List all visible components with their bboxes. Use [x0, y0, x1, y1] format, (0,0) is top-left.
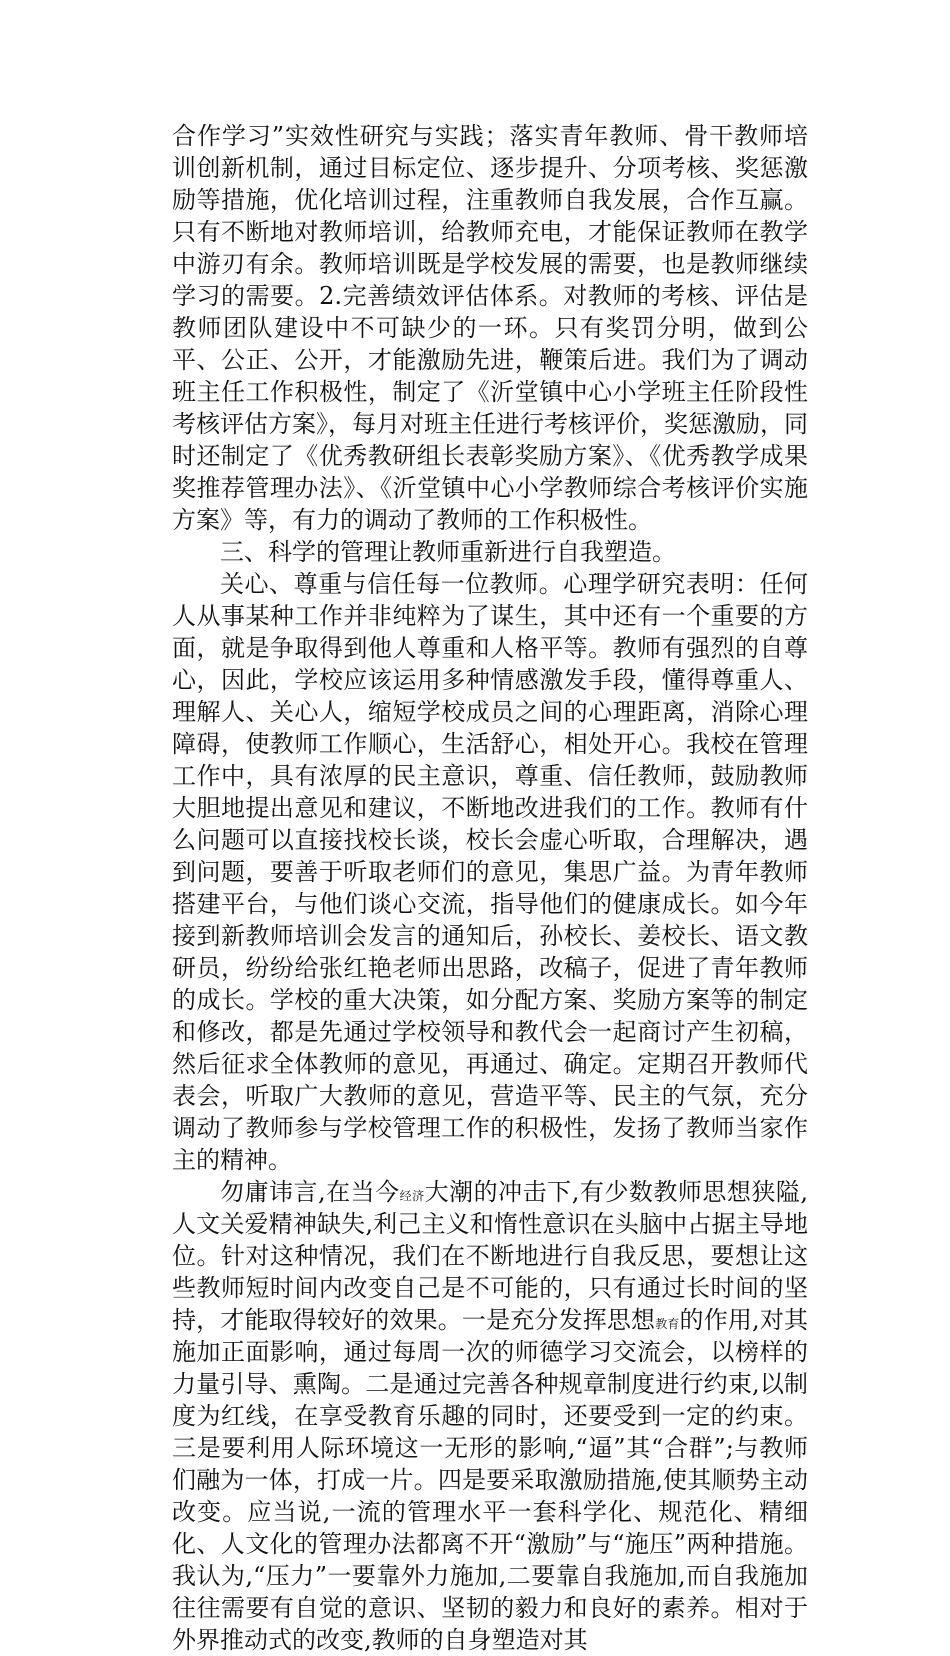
inline-small-text: 教育 — [655, 1317, 680, 1331]
section-heading-management: 三、科学的管理让教师重新进行自我塑造。 — [220, 538, 676, 566]
paragraph-respect-trust: 关心、尊重与信任每一位教师。心理学研究表明：任何人从事某种工作并非纯粹为了谋生，其中还有一个重要的方面，就是争取得到他人尊重和人格平等。教师有强烈的自尊心，因此，学校应该运用多种情感激发手段，懂得尊重人、理解人、关心人，缩短学校成员之间的心理距离，消除心理障碍，使教师工作顺心，生活舒心，相处开心。我校在管理工作中，具有浓厚的民主意识，尊重、信任教师，鼓励教师大胆地提出意见和建议，不断地改进我们的工作。教师有什么问题可以直接找校长谈，校长会虚心听取，合理解决，遇到问题，要善于听取老师们的意见，集思广益。为青年教师搭建平台，与他们谈心交流，指导他们的健康成长。如今年接到新教师培训会发言的通知后，孙校长、姜校长、语文教研员，纷纷给张红艳老师出思路，改稿子，促进了青年教师的成长。学校的重大决策，如分配方案、奖励方案等的制定和修改，都是先通过学校领导和教代会一起商讨产生初稿，然后征求全体教师的意见，再通过、确定。定期召开教师代表会，听取广大教师的意见，营造平等、民主的气氛，充分调动了教师参与学校管理工作的积极性，发扬了教师当家作主的精神。 — [172, 570, 808, 1174]
document-page — [172, 120, 808, 1656]
inline-small-text: 经济 — [399, 1189, 425, 1203]
text-segment: 勿庸讳言,在当今 — [220, 1178, 400, 1206]
text-segment: 的作用,对其施加正面影响，通过每周一次的师德学习交流会，以榜样的力量引导、熏陶。二是通过完善各种规章制度进行约束,以制度为红线，在享受教育乐趣的同时，还要受到一定的约束。三是要利用人际环境这一无形的影响,“逼”其“合群”;与教师们融为一体，打成一片。四是要采取激励措施,使其顺势主动改变。应当说,一流的管理水平一套科学化、规范化、精细化、人文化的管理办法都离不开“激励”与“施压”两种措施。我认为,“压力”一要靠外力施加,二要靠自我施加,而自我施加往往需要有自觉的意识、坚韧的毅力和良好的素养。相对于外界推动式的改变,教师的自身塑造对其 — [172, 1306, 808, 1654]
paragraph-training-evaluation: 合作学习”实效性研究与实践；落实青年教师、骨干教师培训创新机制，通过目标定位、逐步提升、分项考核、奖惩激励等措施，优化培训过程，注重教师自我发展，合作互赢。只有不断地对教师培训，给教师充电，才能保证教师在教学中游刃有余。教师培训既是学校发展的需要，也是教师继续学习的需要。2.完善绩效评估体系。对教师的考核、评估是教师团队建设中不可缺少的一环。只有奖罚分明，做到公平、公正、公开，才能激励先进，鞭策后进。我们为了调动班主任工作积极性，制定了《沂堂镇中心小学班主任阶段性考核评估方案》，每月对班主任进行考核评价，奖惩激励，同时还制定了《优秀教研组长表彰奖励方案》、《优秀教学成果奖推荐管理办法》、《沂堂镇中心小学教师综合考核评价实施方案》等，有力的调动了教师的工作积极性。 — [172, 122, 808, 534]
text-segment: 大潮的冲击下,有少数教师思想狭隘,人文关爱精神缺失,利己主义和惰性意识在头脑中占据主导地位。针对这种情况，我们在不断地进行自我反思，要想让这些教师短时间内改变自己是不可能的，只有通过长时间的坚持，才能取得较好的效果。一是充分发挥思想 — [172, 1178, 808, 1334]
paragraph-self-reshaping — [172, 1176, 808, 1656]
